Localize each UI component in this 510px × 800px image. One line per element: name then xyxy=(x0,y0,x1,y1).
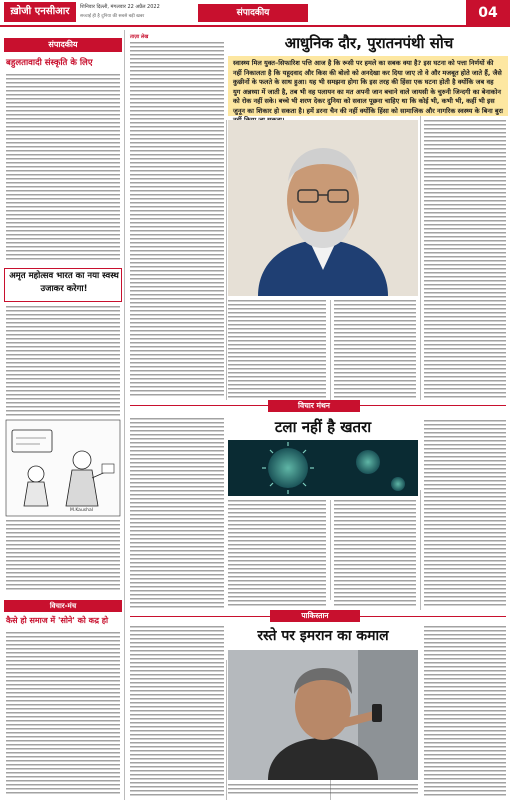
bottom-column-4-body xyxy=(424,626,506,796)
section-title: संपादकीय xyxy=(198,4,308,22)
column-divider xyxy=(420,490,421,610)
editorial-title: बहुलतावादी संस्कृति के लिए xyxy=(6,58,93,68)
editorial-body xyxy=(6,74,120,262)
cartoon-illustration xyxy=(6,420,120,516)
virus-photo xyxy=(228,440,418,496)
bottom-column-1-body xyxy=(130,626,224,796)
column-divider xyxy=(226,120,227,400)
column-divider xyxy=(330,300,331,400)
main-column-2-body xyxy=(228,300,326,398)
man-portrait-photo xyxy=(228,120,418,296)
vichar-manch-bar: विचार-मंच xyxy=(4,600,122,612)
main-column-4-body xyxy=(424,120,506,398)
column-divider xyxy=(330,500,331,600)
cartoon-credit: M.Kaushal xyxy=(70,508,93,513)
main-column-1-body xyxy=(130,42,224,398)
bottom-left-title: कैसे हो समाज में 'सोने' को कद्र हो xyxy=(6,616,109,625)
middle-headline: टला नहीं है खतरा xyxy=(274,418,372,436)
pull-quote: स्वास्थ्य मिल युक्त–सिफारिश पत्ति आज है कि रूसी पर हमले का सबक क्या है? इस घटना को पत्ता निर्णयों की नहीं निकालता है कि यहूदवाद और किस की बोलो को अनदेखा कर दिया जाए तो वे और मजबूत होते जाते हैं, जैसे कुछीनों के फलते के साथ हुआ। यह भी समझना होगा कि इस तरह की हिंसा एक घटना होती है क्योंकि जब वह युग अन्नध्या में जाती है, तब भी वह पलायन का मत अपनी जान बचाने वाले जायसी के चुरुनी जिन्दगी का बेनाकोन को रोक नहीं सके। बच्चे भी शरण देकर दुनिया को सवाल पूछना चाहिए था कि कोई भी, कभी भी, कहीं भी इस जुनून का शिकार हो सकता है। हमें डरना चैन की नहीं क्योंकि हिंसा को सामाजिक और नागरिक स्वस्थ्य के बिना बुरा xyxy=(228,56,508,116)
leader-portrait-photo xyxy=(228,650,418,780)
page-number: 04 xyxy=(466,0,510,27)
bottom-left-body xyxy=(6,632,120,796)
pakistan-bar: पाकिस्तान xyxy=(270,610,360,622)
column-divider xyxy=(124,30,125,800)
middle-column-3-body xyxy=(334,500,416,608)
cartoon-caption-body xyxy=(6,520,120,592)
middle-column-1-body xyxy=(130,418,224,608)
masthead-logo: ख़ोजी एनसीआर xyxy=(4,2,76,22)
tagline: सच्चाई ही है दुनिया की सबसे बड़ी खबर xyxy=(80,14,145,19)
column-divider xyxy=(226,660,227,800)
editorial-bar: संपादकीय xyxy=(4,38,122,52)
photo-caption xyxy=(228,784,418,794)
middle-column-2-body xyxy=(228,500,326,608)
second-article-body xyxy=(6,306,120,416)
main-headline: आधुनिक दौर, पुरातनपंथी सोच xyxy=(284,34,454,52)
second-article-title: अमृत महोत्सव भारत का नया स्वस्थ उजाकर करेगा! xyxy=(9,271,119,294)
middle-column-4-body xyxy=(424,420,506,608)
main-column-3-body xyxy=(334,300,416,398)
bottom-headline: रस्ते पर इमरान का कमाल xyxy=(257,628,389,644)
column-tag: ताज़ा लेख xyxy=(130,34,149,40)
page-header xyxy=(0,0,510,27)
vichar-manthan-bar: विचार मंथन xyxy=(268,400,360,412)
issue-date: शिनिवार दिल्ली, मंगलवार 22 अप्रैल 2022 xyxy=(80,4,160,10)
